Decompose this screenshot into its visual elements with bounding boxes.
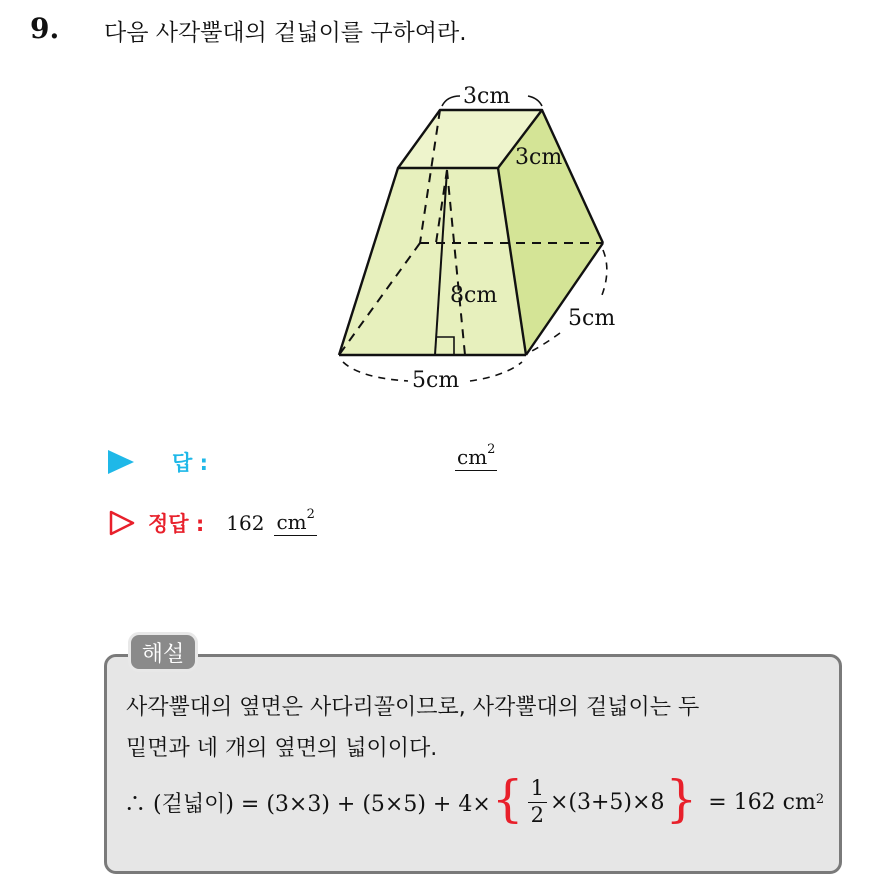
explanation-tab: 해설 — [128, 632, 198, 672]
label-bottom-width: 5cm — [412, 368, 460, 393]
answer-unit-exponent: 2 — [487, 442, 496, 458]
correct-value: 162 — [226, 511, 265, 535]
correct-answer-row — [108, 505, 317, 541]
front-face — [339, 168, 526, 355]
formula-lhs: ∴ (겉넓이) = (3×3) + (5×5) + 4× — [124, 791, 491, 817]
formula-fraction — [528, 777, 547, 826]
answer-label: 답 : — [172, 451, 208, 475]
label-bottom-depth: 5cm — [568, 306, 616, 331]
brace-close: } — [665, 770, 698, 828]
fraction-denominator: 2 — [530, 802, 544, 827]
label-top-width: 3cm — [463, 84, 511, 109]
formula-rhs: = 162 cm — [708, 789, 816, 815]
explanation-box — [104, 654, 842, 874]
correct-unit-base: cm — [276, 510, 307, 534]
correct-unit — [274, 507, 316, 536]
label-top-depth: 3cm — [515, 145, 563, 170]
answer-input[interactable] — [455, 442, 497, 471]
play-triangle-icon — [108, 450, 134, 474]
outline-triangle-icon — [108, 509, 136, 537]
correct-label: 정답 : — [148, 512, 205, 536]
explanation-formula — [124, 770, 824, 834]
formula-rhs-exponent: 2 — [815, 791, 825, 807]
correct-unit-exponent: 2 — [306, 507, 315, 523]
fraction-numerator: 1 — [528, 777, 547, 802]
explanation-line-2: 밑면과 네 개의 옆면의 넓이이다. — [126, 736, 438, 761]
explanation-line-1: 사각뿔대의 옆면은 사다리꼴이므로, 사각뿔대의 겉넓이는 두 — [126, 695, 700, 720]
question-number: 9. — [30, 12, 60, 45]
answer-row — [108, 445, 208, 479]
label-height: 8cm — [450, 283, 498, 308]
question-text: 다음 사각뿔대의 겉넓이를 구하여라. — [104, 20, 467, 46]
formula-mid: ×(3+5)×8 — [549, 789, 665, 815]
brace-open: { — [491, 770, 524, 828]
answer-unit: cm — [457, 445, 488, 469]
